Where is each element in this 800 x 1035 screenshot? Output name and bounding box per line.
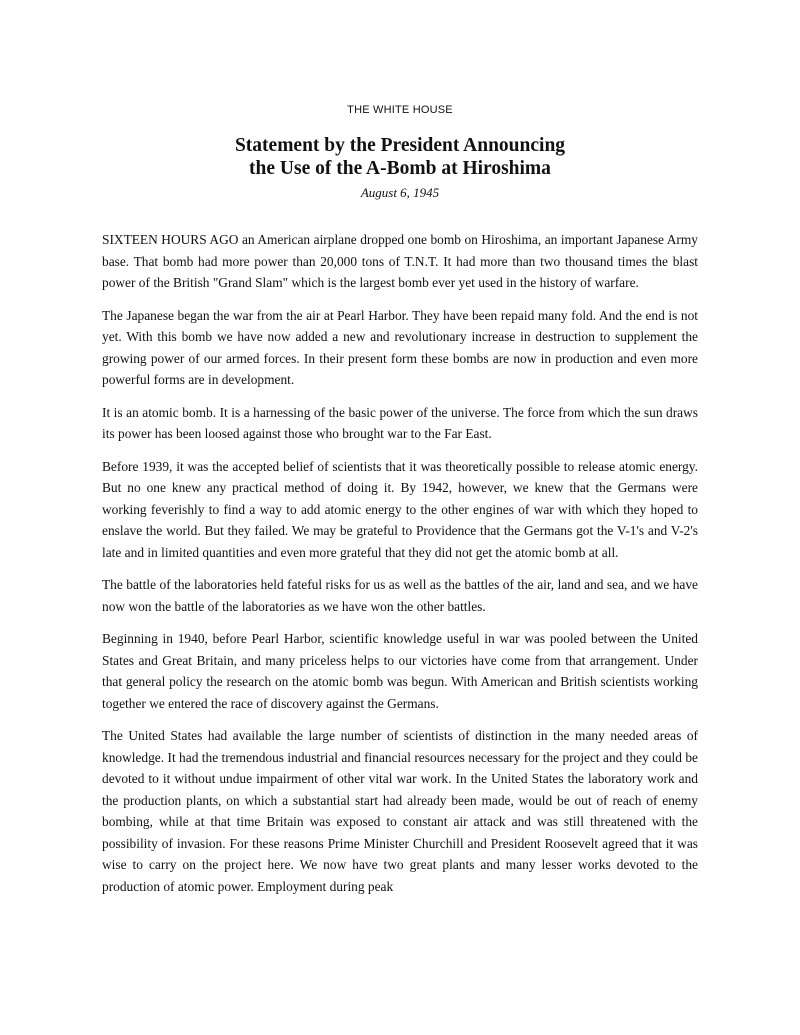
title-line-2: the Use of the A-Bomb at Hiroshima [249,158,551,179]
title-line-1: Statement by the President Announcing [234,135,566,156]
document-title [102,134,698,180]
paragraph: The Japanese began the war from the air at Pearl Harbor. They have been repaid many fold. And the end is not yet. With this bomb we have now added a new and revolutionary increase in destruction to supplement the growing power of our armed forces. In their present form these bombs are now in production and even more powerful forms are in development. [102,307,698,387]
paragraph: The battle of the laboratories held fateful risks for us as well as the battles of the air, land and sea, and we have now won the battle of the laboratories as we have won the other battles. [102,577,698,614]
document-date: August 6, 1945 [360,185,440,200]
paragraph: SIXTEEN HOURS AGO an American airplane dropped one bomb on Hiroshima, an important Japanese Army base. That bomb had more power than 20,000 tons of T.N.T. It had more than two thousand times the blast power of the British "Grand Slam" which is the largest bomb ever yet used in the history of warfare. [102,232,698,290]
paragraph: The United States had available the large number of scientists of distinction in the many needed areas of knowledge. It had the tremendous industrial and financial resources necessary for the project and they could be devoted to it without undue impairment of other vital war work. In the United States the laboratory work and the production plants, on which a substantial start had already been made, would be out of reach of enemy bombing, while at that time Britain was exposed to constant air attack and was still threatened with the possibility of invasion. For these reasons Prime Minister Churchill and President Roosevelt agreed that it was wise to carry on the project here. We now have two great plants and many lesser works devoted to the production of atomic power. Employment during peak [102,728,698,894]
paragraph: Beginning in 1940, before Pearl Harbor, scientific knowledge useful in war was pooled between the United States and Great Britain, and many priceless helps to our victories have come from that arrangement. Under that general policy the research on the atomic bomb was begun. With American and British scientists working together we entered the race of discovery against the Germans. [102,631,698,711]
document-body [102,229,698,897]
paragraph: It is an atomic bomb. It is a harnessing of the basic power of the universe. The force from which the sun draws its power has been loosed against those who brought war to the Far East. [102,404,698,441]
letterhead: THE WHITE HOUSE [347,104,453,116]
paragraph: Before 1939, it was the accepted belief of scientists that it was theoretically possible to release atomic energy. But no one knew any practical method of doing it. By 1942, however, we knew that the Germans were working feverishly to find a way to add atomic energy to the other engines of war with which they hoped to enslave the world. But they failed. We may be grateful to Providence that the Germans got the V-1's and V-2's late and in limited quantities and even more grateful that they did not get the atomic bomb at all. [102,458,698,560]
